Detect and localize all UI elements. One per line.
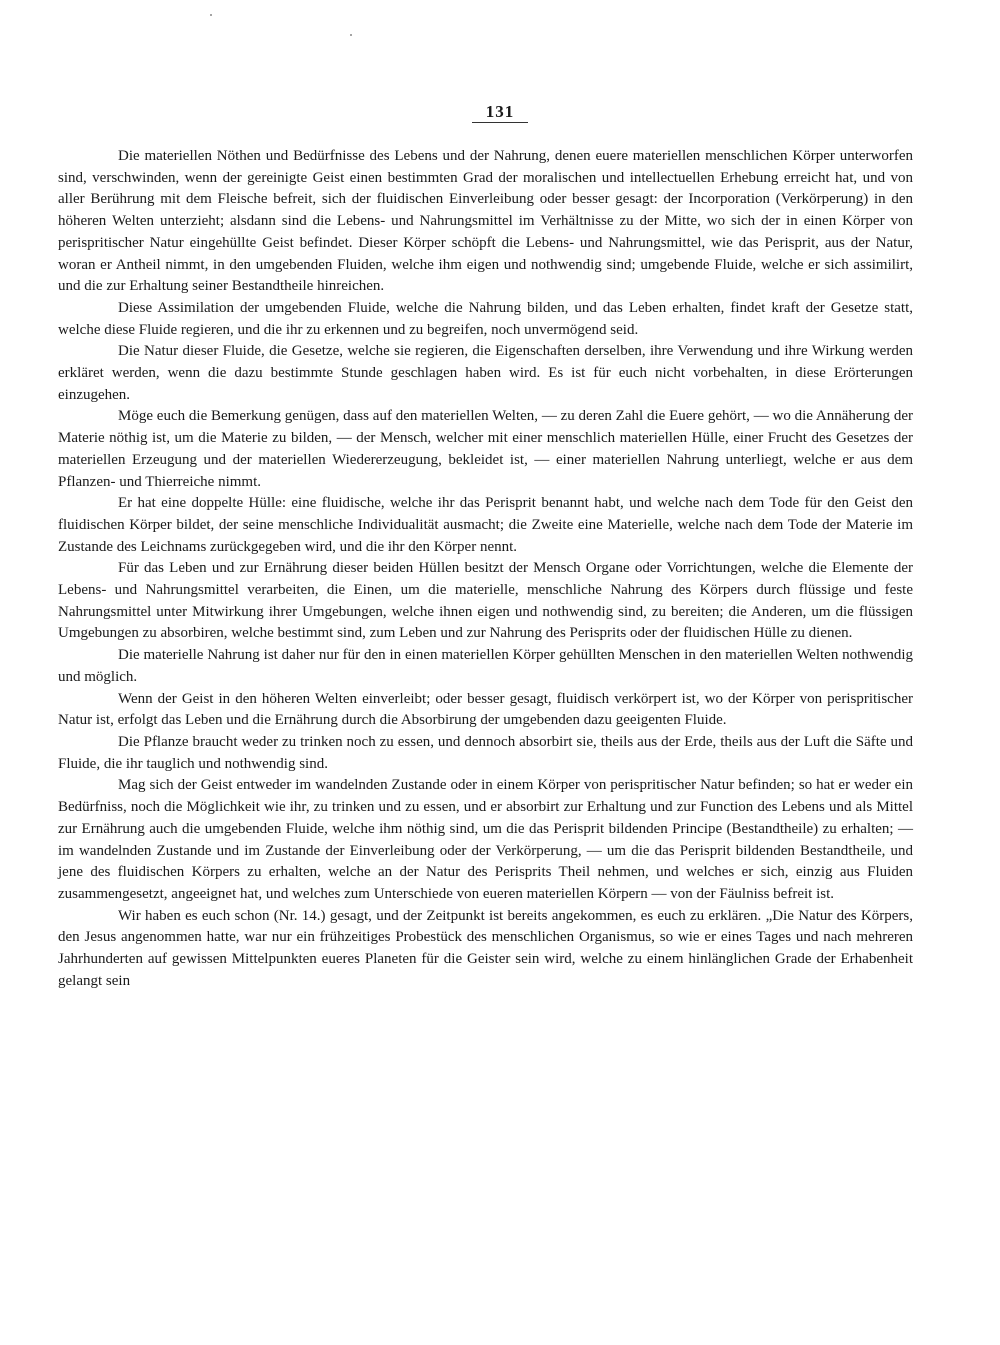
paragraph: Für das Leben und zur Ernährung dieser beiden Hüllen besitzt der Mensch Organe oder Vorrichtungen, welche die Elemente der Lebens- und Nahrungsmittel verarbeiten, die Einen, um die materielle, menschliche Nahrung des Körpers durch flüssige und feste Nahrungsmittel unter Mitwirkung ihrer Umgebungen, welche ihnen eigen und nothwendig sind, zu bereiten; die Anderen, um die flüssigen Umgebungen zu absorbiren, welche bestimmt sind, zum Leben und zur Nahrung des Perisprits oder der fluidischen Hülle zu dienen. xyxy=(58,560,913,642)
page-header xyxy=(0,102,1000,123)
paragraph: Mag sich der Geist entweder im wandelnden Zustande oder in einem Körper von perispritischer Natur befinden; so hat er weder ein Bedürfniss, noch die Möglichkeit wie ihr, zu trinken und zu essen, und er absorbirt zur Erhaltung und zur Function des Lebens und als Mittel zur Ernährung auch die umgebenden Fluide, welche ihm nöthig sind, um die das Perisprit bildenden Principe (Bestandtheile) zu erhalten; — im wandelnden Zustande und im Zustande der Einverleibung oder der Verkörperung, — um die das Perisprit bildenden Bestandtheile, und jene des fluidischen Körpers zu erhalten, welche an der Natur des Perisprits Theil nehmen, und welches er sich, einzig aus Fluiden zusammengesetzt, angeeignet hat, und welches zum Unterschiede von eueren materiellen Körpern — von der Fäulniss befreit ist. xyxy=(58,777,913,902)
paragraph: Die materiellen Nöthen und Bedürfnisse des Lebens und der Nahrung, denen euere materiellen menschlichen Körper unterworfen sind, verschwinden, wenn der gereinigte Geist einen bestimmten Grad der moralischen und intellectuellen Erhebung erreicht hat, und von aller Berührung mit dem Fleische befreit, sich der fluidischen Einverleibung oder besser gesagt: der Incorporation (Verkörperung) in den höheren Welten unterzieht; alsdann sind die Lebens- und Nahrungsmittel im Verhältnisse zu der Mitte, wo sich der in einen Körper von perispritischer Natur eingehüllte Geist befindet. Dieser Körper schöpft die Lebens- und Nahrungsmittel, wie das Perisprit, aus der Natur, woran er Antheil nimmt, in den umgebenden Fluiden, welche ihm eigen und nothwendig sind; umgebende Fluide, welche er sich assimilirt, und die zur Erhaltung seiner Bestandtheile hinreichen. xyxy=(58,148,913,295)
paragraph: Die Pflanze braucht weder zu trinken noch zu essen, und dennoch absorbirt sie, theils aus der Erde, theils aus der Luft die Säfte und Fluide, die ihr tauglich und nothwendig sind. xyxy=(58,733,913,772)
scan-speck xyxy=(350,34,352,36)
paragraph: Die materielle Nahrung ist daher nur für den in einen materiellen Körper gehüllten Menschen in den materiellen Welten nothwendig und möglich. xyxy=(58,647,913,685)
paragraph: Wir haben es euch schon (Nr. 14.) gesagt, und der Zeitpunkt ist bereits angekommen, es euch zu erklären. „Die Natur des Körpers, den Jesus angenommen hatte, war nur ein frühzeitiges Probestück des menschlichen Organismus, so wie er eines Tages und nach mehreren Jahrhunderten auf gewissen Mittelpunkten eueres Planeten für die Geister sein wird, welche zu einem hinlänglichen Grade der Erhabenheit gelangt sein xyxy=(58,907,913,989)
paragraph: Diese Assimilation der umgebenden Fluide, welche die Nahrung bilden, und das Leben erhalten, findet kraft der Gesetze statt, welche diese Fluide regieren, und die ihr zu erkennen und zu begreifen, noch unvermögend seid. xyxy=(58,299,913,338)
paragraph: Er hat eine doppelte Hülle: eine fluidische, welche ihr das Perisprit benannt habt, und welche nach dem Tode für den Geist den fluidischen Körper bildet, der seine menschliche Individualität ausmacht; die Zweite eine Materielle, welche nach dem Tode der Materie im Zustande des Leichnams zurückgegeben wird, und die ihr den Körper nennt. xyxy=(58,495,913,555)
paragraph: Wenn der Geist in den höheren Welten einverleibt; oder besser gesagt, fluidisch verkörpert ist, wo der Körper von perispritischer Natur ist, erfolgt das Leben und die Ernährung durch die Absorbirung der umgebenden dazu geeigenten Fluide. xyxy=(58,690,913,729)
paragraph: Möge euch die Bemerkung genügen, dass auf den materiellen Welten, — zu deren Zahl die Euere gehört, — wo die Annäherung der Materie nöthig ist, um die Materie zu bilden, — der Mensch, welcher mit einer menschlich materiellen Hülle, einer Frucht des Gesetzes der materiellen Erzeugung und der materiellen Wiedererzeugung, bekleidet ist, — einer materiellen Nahrung unterliegt, welche er aus dem Pflanzen- und Thierreiche nimmt. xyxy=(58,408,913,490)
body-text xyxy=(58,146,913,992)
page-number: 131 xyxy=(472,102,529,123)
scan-speck xyxy=(210,14,212,16)
paragraph: Die Natur dieser Fluide, die Gesetze, welche sie regieren, die Eigenschaften derselben, ihre Verwendung und ihre Wirkung werden erkläret werden, wenn die dazu bestimmte Stunde geschlagen haben wird. Es ist für euch nicht vorbehalten, in diese Erörterungen einzugehen. xyxy=(58,343,913,403)
